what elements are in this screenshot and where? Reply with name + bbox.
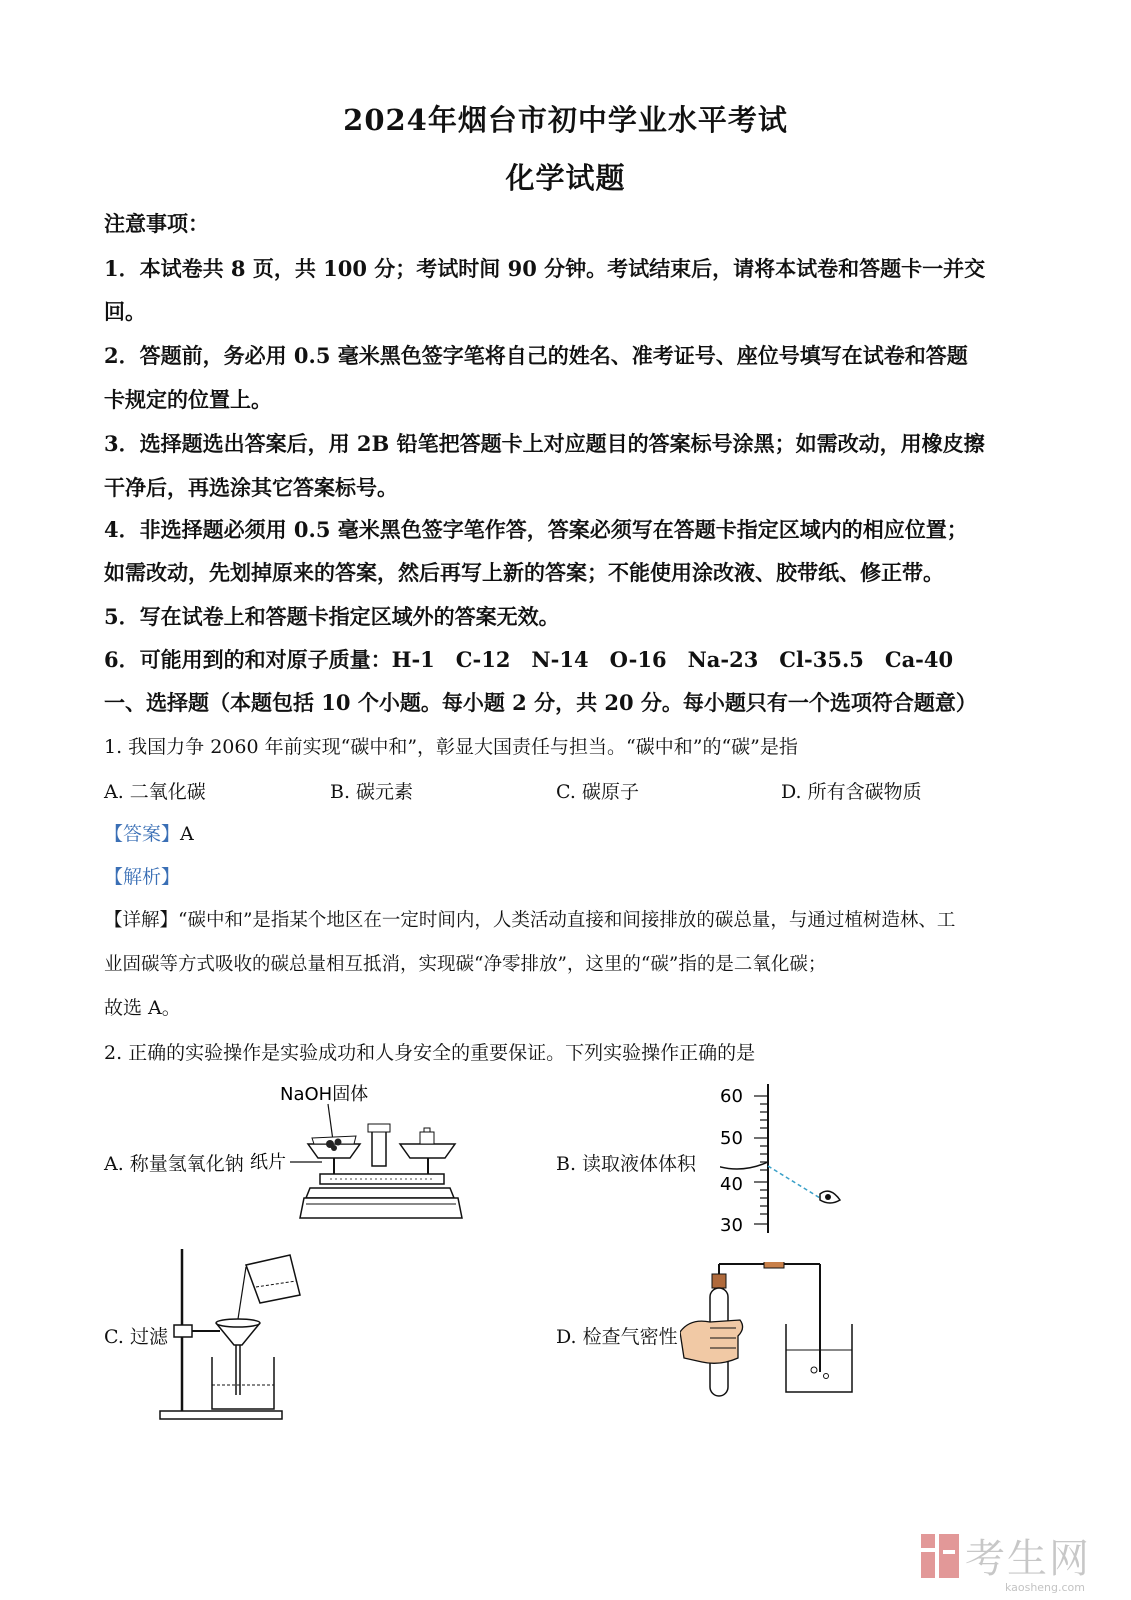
q1-option-b: B. 碳元素: [330, 781, 414, 803]
note-line: 卡规定的位置上。: [104, 387, 272, 412]
tick-60: 60: [720, 1086, 743, 1107]
exam-title: 2024年烟台市初中学业水平考试: [343, 103, 788, 137]
airtight-figure: [680, 1262, 860, 1407]
q1-answer: [104, 820, 194, 848]
answer-tag: 【答案】: [104, 823, 181, 845]
cylinder-figure: [720, 1078, 850, 1233]
q2-option-d: D. 检查气密性: [556, 1326, 678, 1348]
q1-option-d: D. 所有含碳物质: [781, 781, 922, 803]
question-1-stem: 1. 我国力争 2060 年前实现“碳中和”，彰显大国责任与担当。“碳中和”的“碳”是指: [104, 736, 798, 758]
note-line: 3．选择题选出答案后，用 2B 铅笔把答题卡上对应题目的答案标号涂黑；如需改动，用橡皮擦: [104, 431, 985, 456]
watermark-text: 考生网: [965, 1536, 1091, 1582]
question-2-stem: 2. 正确的实验操作是实验成功和人身安全的重要保证。下列实验操作正确的是: [104, 1042, 756, 1064]
q1-option-a: A. 二氧化碳: [104, 781, 206, 803]
balance-figure: [250, 1078, 470, 1243]
note-line: 5．写在试卷上和答题卡指定区域外的答案无效。: [104, 604, 560, 629]
note-line: 回。: [104, 299, 146, 324]
note-line: 4．非选择题必须用 0.5 毫米黑色签字笔作答，答案必须写在答题卡指定区域内的相应位置；: [104, 517, 968, 542]
q1-option-c: C. 碳原子: [556, 781, 639, 803]
naoh-label: NaOH固体: [280, 1084, 369, 1105]
note-line: 6．可能用到的和对原子质量：H-1 C-12 N-14 O-16 Na-23 Cl-35.5 Ca-40: [104, 647, 954, 672]
note-line: 1．本试卷共 8 页，共 100 分；考试时间 90 分钟。考试结束后，请将本试卷和答题卡一并交: [104, 256, 986, 281]
tick-30: 30: [720, 1215, 743, 1233]
q1-analysis-tag: 【解析】: [104, 866, 181, 888]
filtration-figure: [150, 1245, 310, 1425]
note-line: 干净后，再选涂其它答案标号。: [104, 475, 398, 500]
tick-50: 50: [720, 1128, 743, 1149]
q2-option-c: C. 过滤: [104, 1326, 168, 1348]
q1-detail-line: 【详解】“碳中和”是指某个地区在一定时间内，人类活动直接和间接排放的碳总量，与通过植树造林、工: [104, 910, 956, 931]
section-heading: 一、选择题（本题包括 10 个小题。每小题 2 分，共 20 分。每小题只有一个选项符合题意）: [104, 690, 977, 715]
q2-option-b: B. 读取液体体积: [556, 1153, 697, 1175]
q1-conclusion: 故选 A。: [104, 997, 181, 1019]
watermark-sub: kaosheng.com: [1004, 1581, 1085, 1594]
exam-subtitle: 化学试题: [505, 161, 626, 195]
paper-label: 纸片: [250, 1152, 286, 1173]
q2-option-a: A. 称量氢氧化钠: [104, 1153, 244, 1175]
answer-value: A: [180, 823, 194, 845]
note-line: 2．答题前，务必用 0.5 毫米黑色签字笔将自己的姓名、准考证号、座位号填写在试卷和答题: [104, 343, 968, 368]
tick-40: 40: [720, 1174, 743, 1195]
q1-detail-line: 业固碳等方式吸收的碳总量相互抵消，实现碳“净零排放”，这里的“碳”指的是二氧化碳；: [104, 954, 827, 975]
notes-heading: 注意事项：: [104, 211, 209, 236]
watermark: [921, 1527, 1091, 1584]
note-line: 如需改动，先划掉原来的答案，然后再写上新的答案；不能使用涂改液、胶带纸、修正带。: [104, 560, 944, 585]
watermark-logo-icon: [921, 1534, 959, 1578]
